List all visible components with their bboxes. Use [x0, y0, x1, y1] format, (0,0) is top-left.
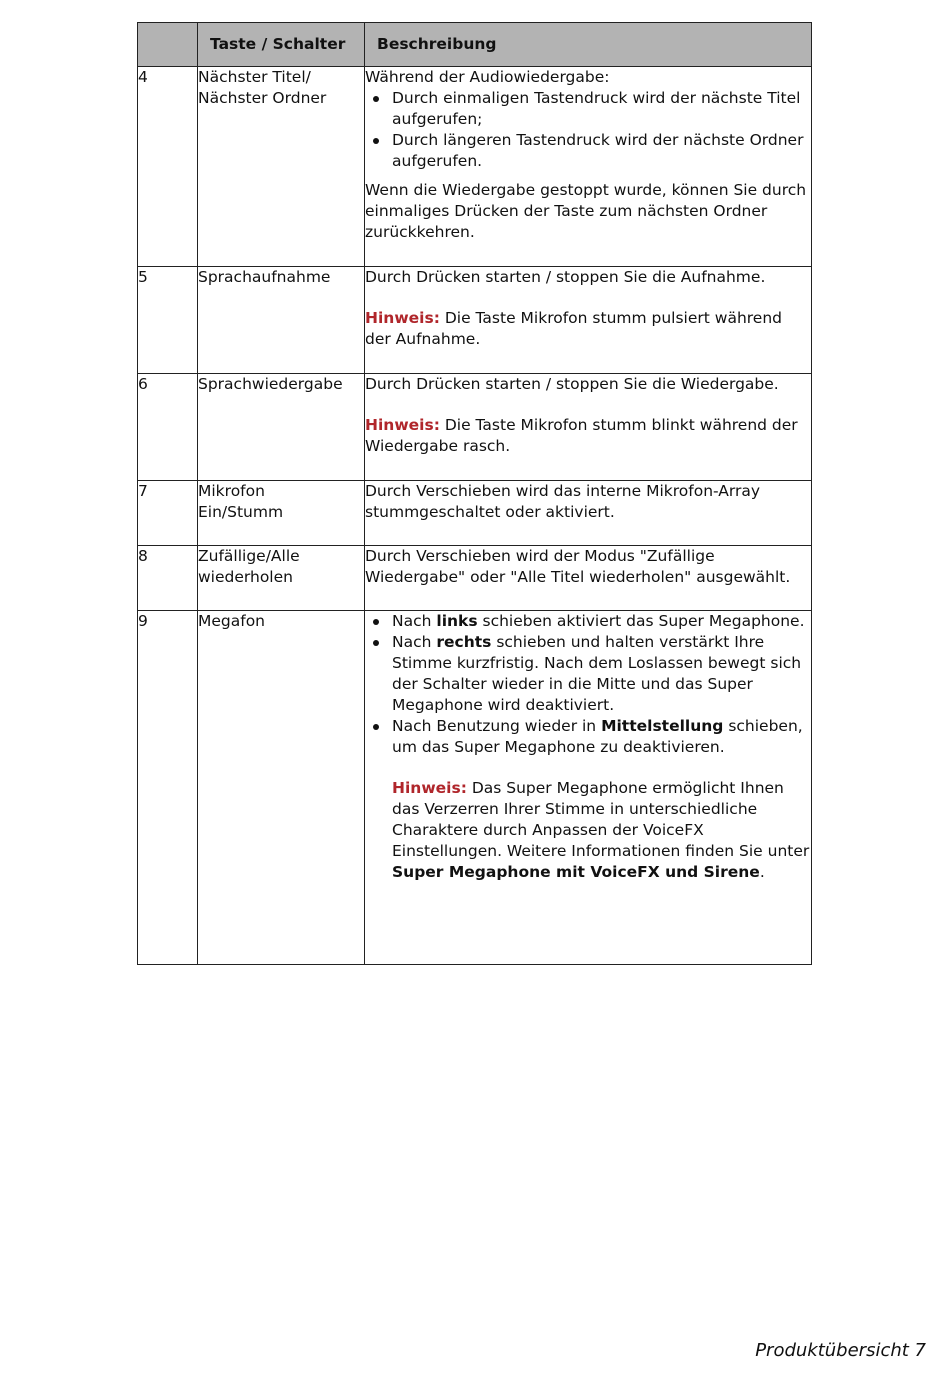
row-description — [365, 267, 812, 374]
row-number: 8 — [138, 546, 198, 611]
list-item: Durch längeren Tastendruck wird der nächste Ordner aufgerufen. — [365, 130, 811, 172]
row-description — [365, 374, 812, 481]
list-item: Nach rechts schieben und halten verstärkt Ihre Stimme kurzfristig. Nach dem Loslassen bewegt sich der Schalter wieder in die Mitte und das Super Megaphone wird deaktiviert. — [365, 632, 811, 716]
key-line: Megafon — [198, 612, 266, 630]
hint-note — [365, 308, 811, 350]
hint-text: Die Taste Mikrofon stumm pulsiert während der Aufnahme. — [365, 309, 783, 348]
key-line: Mikrofon — [198, 482, 265, 500]
bullet-list — [365, 611, 811, 758]
hint-text: Das Super Megaphone ermöglicht Ihnen das Verzerren Ihrer Stimme in unterschiedliche Charaktere durch Anpassen der VoiceFX Einstellungen. Weitere Informationen finden Sie unter — [392, 779, 810, 860]
row-key — [198, 374, 365, 481]
row-description — [365, 481, 812, 546]
table-row — [138, 67, 812, 267]
row-number: 7 — [138, 481, 198, 546]
table-header-row — [138, 23, 812, 67]
key-line: Zufällige/Alle — [198, 547, 300, 565]
table-row — [138, 611, 812, 965]
row-number: 5 — [138, 267, 198, 374]
row-description — [365, 546, 812, 611]
hint-note: Hinweis: Das Super Megaphone ermöglicht Ihnen das Verzerren Ihrer Stimme in unterschiedliche Charaktere durch Anpassen der VoiceFX Einstellungen. Weitere Informationen finden Sie unter Super Megaphone mit VoiceFX und Sirene. — [392, 779, 810, 881]
hint-reference: Super Megaphone mit VoiceFX und Sirene — [392, 863, 760, 881]
key-line: Nächster Ordner — [198, 89, 327, 107]
list-item: Nach Benutzung wieder in Mittelstellung schieben, um das Super Megaphone zu deaktivieren. — [365, 716, 811, 758]
description-text: Wenn die Wiedergabe gestoppt wurde, können Sie durch einmaliges Drücken der Taste zum nächsten Ordner zurückkehren. — [365, 181, 807, 241]
button-description-table — [137, 22, 812, 965]
page-footer: Produktübersicht 7 — [755, 1340, 926, 1361]
key-line: Ein/Stumm — [198, 503, 284, 521]
description-text: Durch Drücken starten / stoppen Sie die Aufnahme. — [365, 268, 766, 286]
bullet-list — [365, 88, 811, 172]
header-number — [138, 23, 198, 67]
list-item: Nach links schieben aktiviert das Super Megaphone. — [365, 611, 811, 632]
table-row — [138, 546, 812, 611]
description-text: Durch Verschieben wird der Modus "Zufällige Wiedergabe" oder "Alle Titel wiederholen" ausgewählt. — [365, 547, 791, 586]
row-key — [198, 67, 365, 267]
row-number: 6 — [138, 374, 198, 481]
hint-label: Hinweis: — [392, 779, 467, 797]
table-row — [138, 374, 812, 481]
table-row — [138, 481, 812, 546]
row-number: 9 — [138, 611, 198, 965]
hint-label: Hinweis: — [365, 416, 440, 434]
row-number: 4 — [138, 67, 198, 267]
row-key — [198, 481, 365, 546]
hint-label: Hinweis: — [365, 309, 440, 327]
description-text: Durch Drücken starten / stoppen Sie die Wiedergabe. — [365, 375, 779, 393]
list-item: Durch einmaligen Tastendruck wird der nächste Titel aufgerufen; — [365, 88, 811, 130]
hint-note — [365, 415, 811, 457]
key-line: wiederholen — [198, 568, 293, 586]
row-description — [365, 67, 812, 267]
description-text: Durch Verschieben wird das interne Mikrofon-Array stummgeschaltet oder aktiviert. — [365, 482, 761, 521]
key-line: Sprachwiedergabe — [198, 375, 343, 393]
row-key — [198, 267, 365, 374]
key-line: Nächster Titel/ — [198, 68, 311, 86]
key-line: Sprachaufnahme — [198, 268, 331, 286]
row-key — [198, 546, 365, 611]
header-key: Taste / Schalter — [198, 23, 365, 67]
table-row — [138, 267, 812, 374]
hint-text: Die Taste Mikrofon stumm blinkt während der Wiedergabe rasch. — [365, 416, 798, 455]
row-description — [365, 611, 812, 965]
row-key — [198, 611, 365, 965]
header-description: Beschreibung — [365, 23, 812, 67]
description-intro: Während der Audiowiedergabe: — [365, 68, 610, 86]
